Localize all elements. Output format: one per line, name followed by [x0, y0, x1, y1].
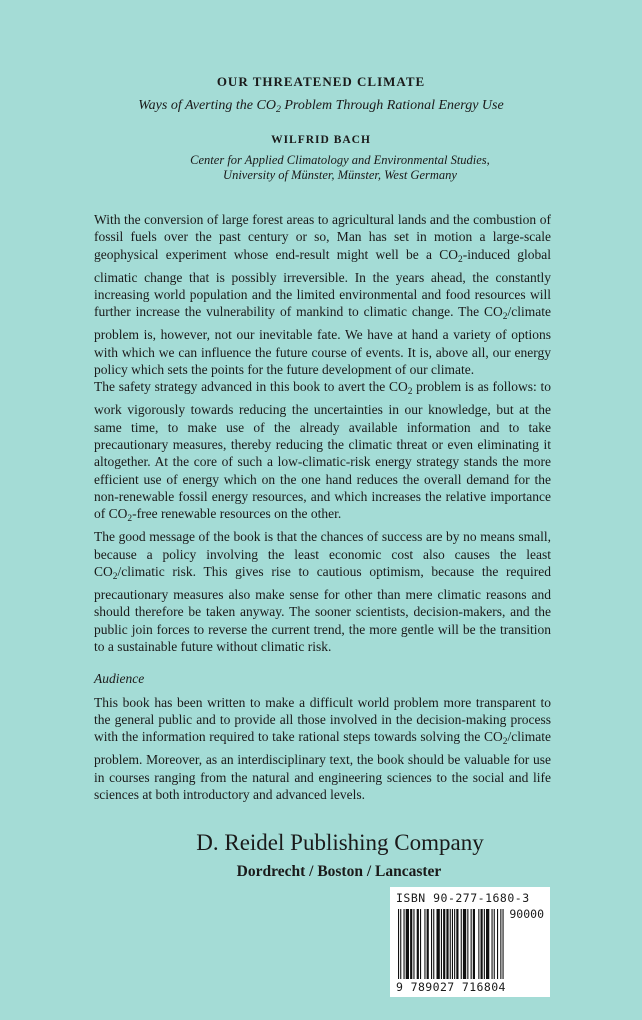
- barcode-digits: 9 789027 716804: [396, 980, 506, 994]
- author-affiliation: Center for Applied Climatology and Environmental Studies, University of Münster, Münster, West Germany: [190, 152, 490, 182]
- book-title: OUR THREATENED CLIMATE: [216, 74, 426, 89]
- price-code: 90000: [509, 907, 544, 921]
- author-name: WILFRID BACH: [271, 133, 371, 146]
- book-subtitle: Ways of Averting the $CO_2$ Problem Through Rational Energy Use: [138, 98, 504, 115]
- paragraph-message: The good message of the book is that the chances of success are by no means small, because a policy involving the least economic cost also causes the least $CO_2$/climatic risk. This gives rise to cautious optimism, because the required precautionary measures also make sense for other than mere climatic reasons and should therefore be taken anyway. The sooner scientists, decision-makers, and the public join forces to reverse the current trend, the more gentle will be the transition to a sustainable future without climatic risk.: [94, 529, 551, 654]
- barcode-label: [390, 887, 550, 997]
- cover-header: [0, 74, 642, 183]
- paragraph-audience: This book has been written to make a difficult world problem more transparent to the general public and to provide all those involved in the decision-making process with the information required to take rational steps towards solving the $CO_2$/climate problem. Moreover, as an interdisciplinary text, the book should be valuable for use in courses ranging from the natural and engineering sciences to the social and life sciences at both introductory and advanced levels.: [94, 694, 551, 802]
- audience-heading: Audience: [94, 671, 145, 687]
- isbn-text: ISBN 90-277-1680-3: [396, 891, 530, 905]
- publisher-cities: Dordrecht / Boston / Lancaster: [236, 863, 442, 880]
- barcode-icon: [398, 909, 543, 979]
- paragraph-strategy: The safety strategy advanced in this book to avert the $CO_2$ problem is as follows: to work vigorously towards reducing the uncertainties in our knowledge, but at the same time, to make use of the already available information and to take precautionary measures, thereby reducing the climatic threat or even eliminating it altogether. At the core of such a low-climatic-risk energy strategy stands the more efficient use of energy which on the one hand reduces the overall demand for the non-renewable fossil energy resources, and which increases the relative importance of $CO_2$-free renewable resources on the other.: [94, 379, 551, 525]
- publisher-block: [0, 830, 642, 881]
- publisher-name: D. Reidel Publishing Company: [196, 830, 484, 855]
- paragraph-intro: With the conversion of large forest areas to agricultural lands and the combustion of fossil fuels over the past century or so, Man has set in motion a large-scale geophysical experiment whose end-result might well be a $CO_2$-induced global climatic change that is possibly irreversible. In the years ahead, the constantly increasing world population and the limited environmental and food resources will further increase the vulnerability of mankind to climatic change. The $CO_2$/climate problem is, however, not our inevitable fate. We have at hand a variety of options with which we can influence the future course of events. It is, above all, our energy policy which sets the points for the future development of our climate.: [94, 212, 551, 378]
- blurb-text: [94, 211, 551, 803]
